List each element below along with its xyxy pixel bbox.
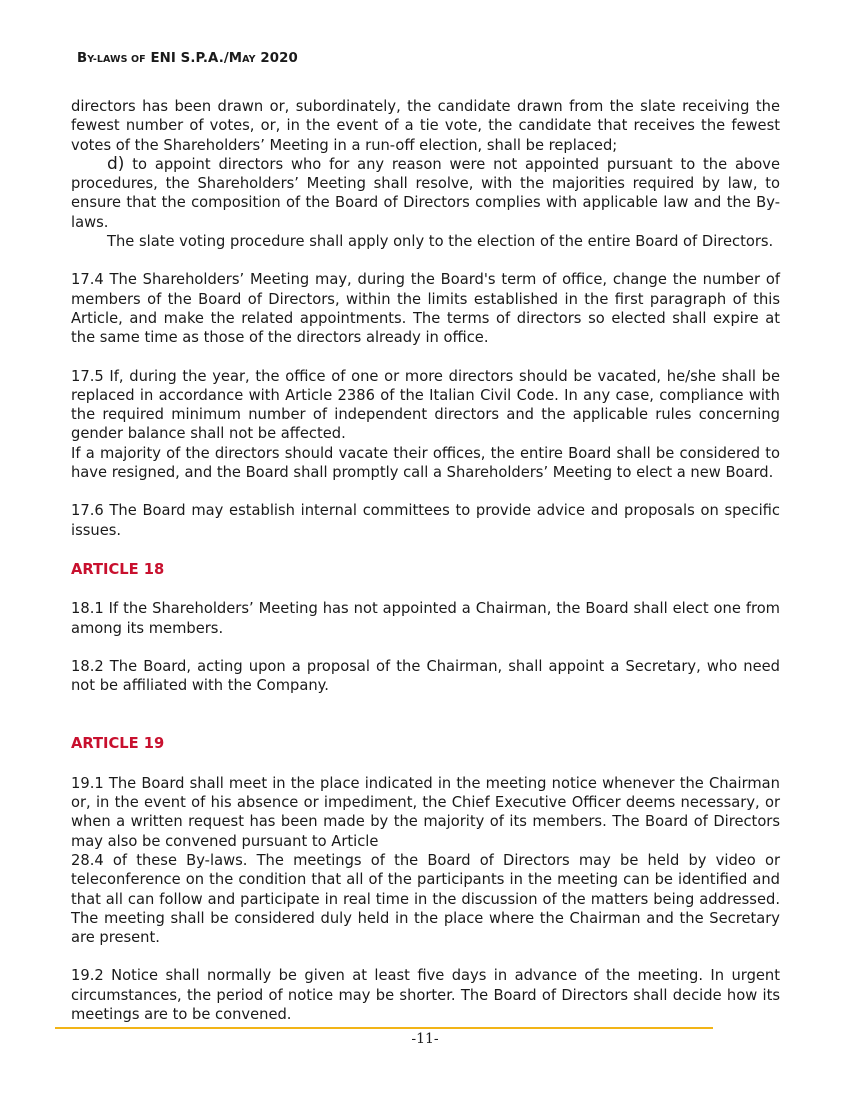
header-text: AY: [242, 54, 256, 65]
clause-19-2: 19.2 Notice shall normally be given at least five days in advance of the meeting. In urgent circumstances, the period of notice may be shorter. The Board of Directors shall decide how its meetings are to be convened.: [71, 967, 780, 1023]
paragraph-slate-voting: The slate voting procedure shall apply only to the election of the entire Board of Directors.: [107, 233, 774, 251]
clause-17-6: 17.6 The Board may establish internal committees to provide advice and proposals on specific issues.: [71, 502, 780, 539]
clause-18-1: 18.1 If the Shareholders’ Meeting has not appointed a Chairman, the Board shall elect one from among its members.: [71, 600, 780, 637]
item-text: to appoint directors who for any reason were not appointed pursuant to the above procedures, the Shareholders’ Meeting shall resolve, with the majorities required by law, to ensure that the composition of the Board of Directors complies with applicable law and the By-laws.: [71, 155, 780, 231]
clause-17-4: 17.4 The Shareholders’ Meeting may, during the Board's term of office, change the number of members of the Board of Directors, within the limits established in the first paragraph of this Article, and make the related appointments. The terms of directors so elected shall expire at the same time as those of the directors already in office.: [71, 271, 780, 347]
footer-rule: [55, 1027, 713, 1029]
clause-17-5-continued: If a majority of the directors should vacate their offices, the entire Board shall be considered to have resigned, and the Board shall promptly call a Shareholders’ Meeting to elect a new Board.: [71, 444, 780, 482]
item-letter: d): [107, 153, 125, 174]
header-text: B: [77, 51, 88, 66]
article-18-heading: ARTICLE 18: [71, 560, 165, 578]
paragraph-continuation: directors has been drawn or, subordinately, the candidate drawn from the slate receiving the fewest number of votes, or, in the event of a tie vote, the candidate that receives the fewest votes of the Shareholders’ Meeting in a run-off election, shall be replaced;: [71, 98, 780, 154]
header-text: 2020: [255, 51, 298, 66]
clause-18-2: 18.2 The Board, acting upon a proposal of the Chairman, shall appoint a Secretary, who need not be affiliated with the Company.: [71, 657, 780, 695]
clause-19-1-continued: 28.4 of these By-laws. The meetings of the Board of Directors may be held by video or teleconference on the condition that all of the participants in the meeting can be identified and that all can follow and participate in real time in the discussion of the matters being addressed. The meeting shall be considered duly held in the place where the Chairman and the Secretary are present.: [71, 851, 780, 947]
clause-17-5: 17.5 If, during the year, the office of one or more directors should be vacated, he/she shall be replaced in accordance with Article 2386 of the Italian Civil Code. In any case, compliance with the required minimum number of independent directors and the applicable rules concerning gender balance shall not be affected.: [71, 367, 780, 443]
article-19-heading: ARTICLE 19: [71, 735, 165, 753]
page-body: [71, 97, 780, 1024]
running-header: [77, 51, 298, 66]
clause-19-1: 19.1 The Board shall meet in the place indicated in the meeting notice whenever the Chairman or, in the event of his absence or impediment, the Chief Executive Officer deems necessary, or when a written request has been made by the majority of its members. The Board of Directors may also be convened pursuant to Article: [71, 774, 780, 850]
header-text: Y-LAWS OF: [87, 54, 146, 65]
paragraph-item-d: [71, 155, 780, 232]
header-text: ENI S.P.A./M: [145, 51, 243, 66]
page-number: -11-: [411, 1031, 439, 1047]
